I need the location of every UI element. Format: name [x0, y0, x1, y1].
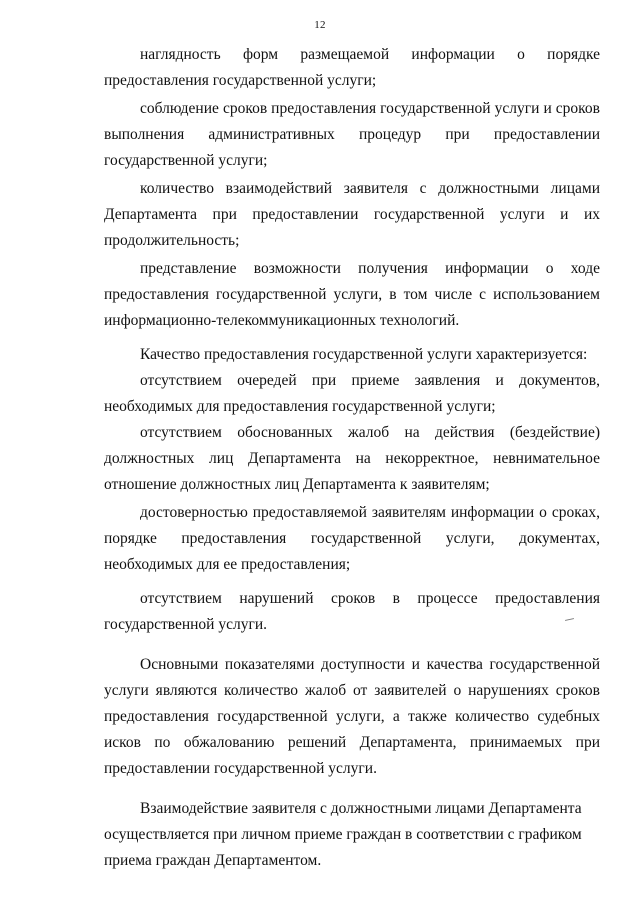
paragraph-applicant-interaction: Взаимодействие заявителя с должностными лицами Департамента осуществляется при личном приеме граждан в соответствии с графиком приема граждан Департаментом. — [104, 800, 582, 869]
paragraph-interactions: количество взаимодействий заявителя с должностными лицами Департамента при предоставлении государственной услуги и их продолжительность; — [104, 180, 600, 249]
page-number: 12 — [314, 19, 326, 31]
paragraph-no-queues: отсутствием очередей при приеме заявления и документов, необходимых для предоставления государственной услуги; — [104, 372, 600, 415]
paragraph-progress-info: представление возможности получения информации о ходе предоставления государственной услуги, в том числе с использованием информационно-телекоммуникационных технологий. — [104, 260, 600, 329]
document-body — [104, 42, 600, 874]
paragraph-quality-heading: Качество предоставления государственной услуги характеризуется: — [140, 346, 588, 363]
paragraph-no-violations: отсутствием нарушений сроков в процессе предоставления государственной услуги. — [104, 590, 600, 633]
paragraph-reliable-info: достоверностью предоставляемой заявителям информации о сроках, порядке предоставления государственной услуги, документах, необходимых для ее предоставления; — [104, 504, 600, 573]
paragraph-deadlines: соблюдение сроков предоставления государственной услуги и сроков выполнения административных процедур при предоставлении государственной услуги; — [104, 100, 600, 169]
paragraph-no-complaints: отсутствием обоснованных жалоб на действия (бездействие) должностных лиц Департамента на некорректное, невнимательное отношение должностных лиц Департамента к заявителям; — [104, 424, 600, 493]
paragraph-visual-forms: наглядность форм размещаемой информации о порядке предоставления государственной услуги; — [104, 46, 600, 89]
paragraph-indicators: Основными показателями доступности и качества государственной услуги являются количество жалоб от заявителей о нарушениях сроков предоставления государственной услуги, а также количество судебных исков по обжалованию решений Департамента, принимаемых при предоставлении государственной услуги. — [104, 656, 600, 777]
